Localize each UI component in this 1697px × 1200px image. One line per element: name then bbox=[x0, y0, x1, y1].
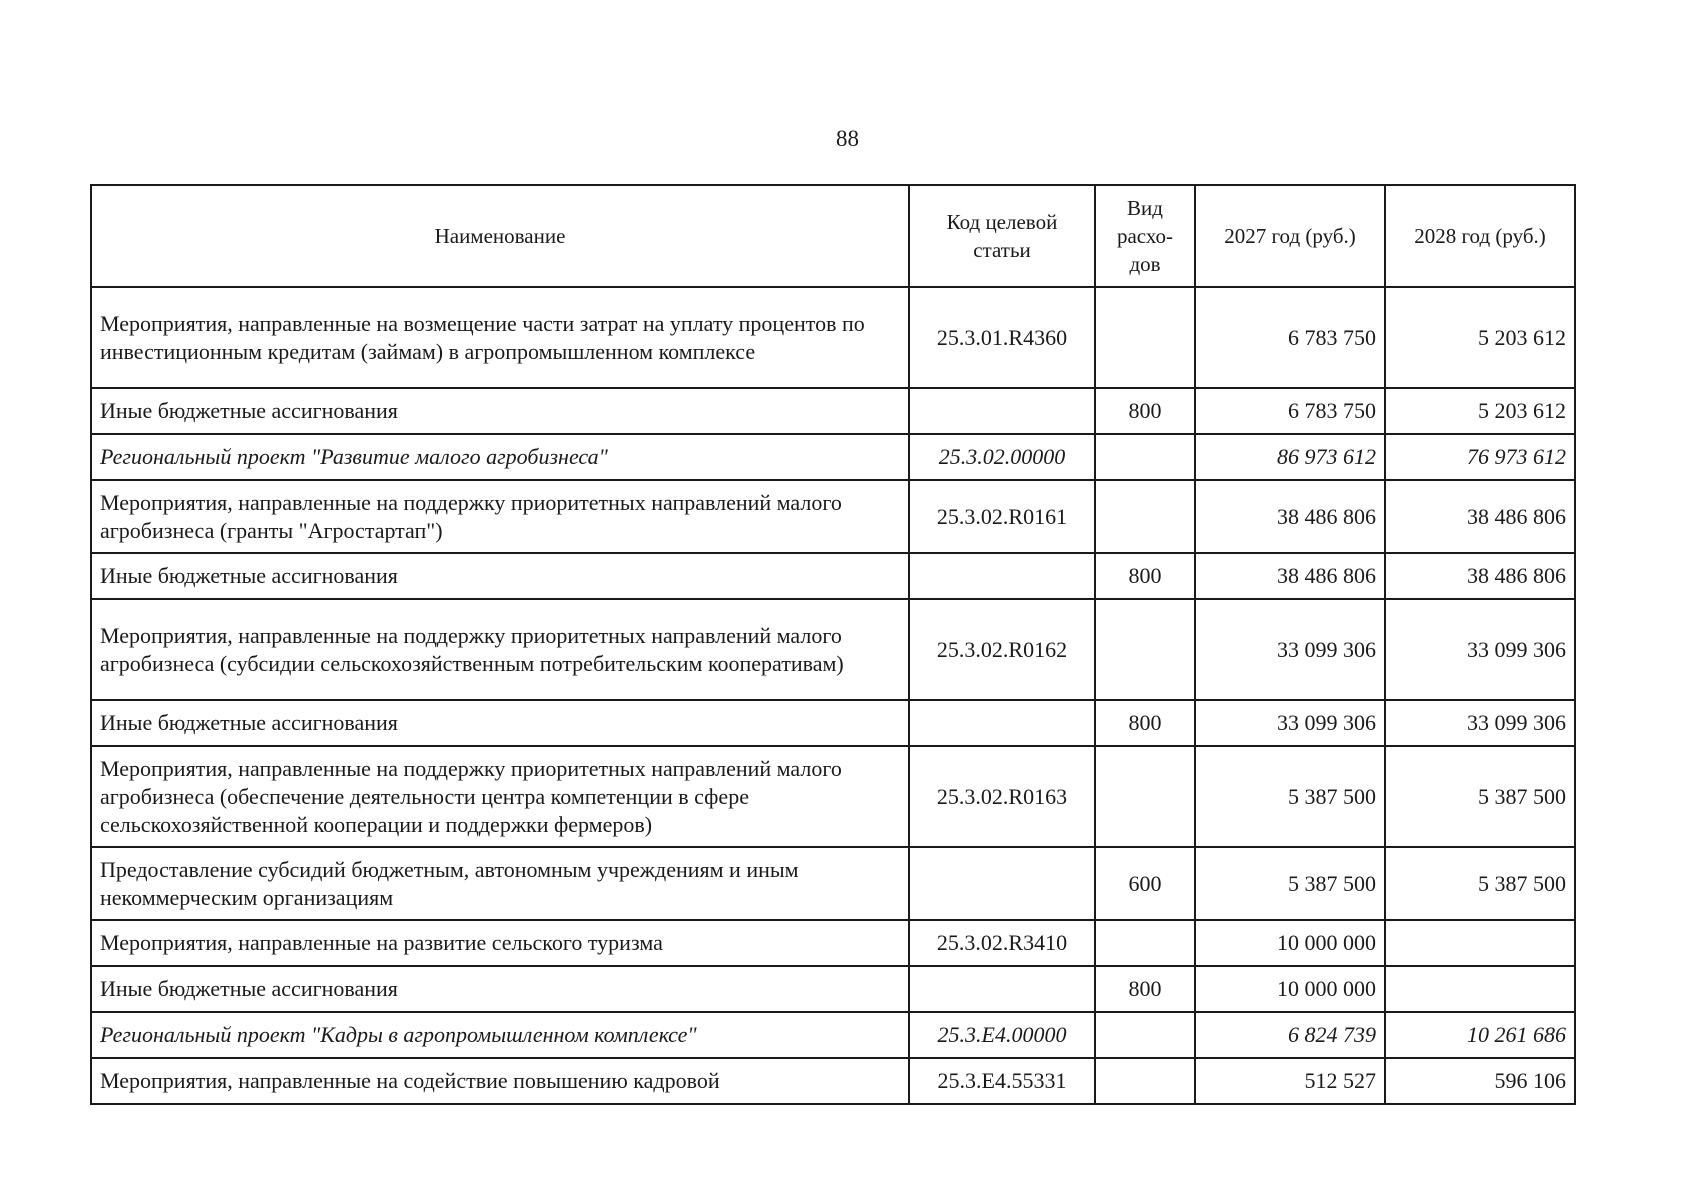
cell-code bbox=[909, 847, 1095, 920]
header-2028: 2028 год (руб.) bbox=[1385, 185, 1575, 287]
cell-2027: 33 099 306 bbox=[1195, 700, 1385, 746]
cell-type: 800 bbox=[1095, 553, 1195, 599]
cell-name: Мероприятия, направленные на поддержку приоритетных направлений малого агробизнеса (субсидии сельскохозяйственным потребительским кооперативам) bbox=[91, 599, 909, 700]
cell-2027: 6 783 750 bbox=[1195, 287, 1385, 388]
cell-name: Мероприятия, направленные на поддержку приоритетных направлений малого агробизнеса (гранты "Агростартап") bbox=[91, 480, 909, 553]
cell-2028: 76 973 612 bbox=[1385, 434, 1575, 480]
cell-name: Иные бюджетные ассигнования bbox=[91, 700, 909, 746]
table-row bbox=[91, 434, 1575, 480]
cell-code bbox=[909, 553, 1095, 599]
cell-type bbox=[1095, 1058, 1195, 1104]
cell-2027: 10 000 000 bbox=[1195, 920, 1385, 966]
cell-name: Региональный проект "Кадры в агропромышленном комплексе" bbox=[91, 1012, 909, 1058]
cell-name: Иные бюджетные ассигнования bbox=[91, 966, 909, 1012]
header-2027: 2027 год (руб.) bbox=[1195, 185, 1385, 287]
table-row bbox=[91, 287, 1575, 388]
table-row bbox=[91, 388, 1575, 434]
cell-code: 25.3.02.00000 bbox=[909, 434, 1095, 480]
cell-code bbox=[909, 388, 1095, 434]
table-row bbox=[91, 1012, 1575, 1058]
header-type: Вид расхо-дов bbox=[1095, 185, 1195, 287]
cell-type: 600 bbox=[1095, 847, 1195, 920]
cell-2028: 38 486 806 bbox=[1385, 480, 1575, 553]
budget-table bbox=[90, 184, 1576, 1105]
cell-name: Мероприятия, направленные на содействие повышению кадровой bbox=[91, 1058, 909, 1104]
cell-2027: 10 000 000 bbox=[1195, 966, 1385, 1012]
cell-code: 25.3.02.R0163 bbox=[909, 746, 1095, 847]
cell-code: 25.3.02.R0162 bbox=[909, 599, 1095, 700]
cell-name: Мероприятия, направленные на развитие сельского туризма bbox=[91, 920, 909, 966]
cell-2027: 86 973 612 bbox=[1195, 434, 1385, 480]
table-row bbox=[91, 966, 1575, 1012]
cell-2028: 10 261 686 bbox=[1385, 1012, 1575, 1058]
cell-2028: 5 203 612 bbox=[1385, 287, 1575, 388]
cell-2028: 596 106 bbox=[1385, 1058, 1575, 1104]
cell-type bbox=[1095, 287, 1195, 388]
cell-name: Мероприятия, направленные на возмещение части затрат на уплату процентов по инвестиционным кредитам (займам) в агропромышленном комплексе bbox=[91, 287, 909, 388]
cell-type bbox=[1095, 1012, 1195, 1058]
cell-name: Региональный проект "Развитие малого агробизнеса" bbox=[91, 434, 909, 480]
cell-name: Иные бюджетные ассигнования bbox=[91, 388, 909, 434]
header-code: Код целевой статьи bbox=[909, 185, 1095, 287]
cell-type: 800 bbox=[1095, 700, 1195, 746]
cell-code: 25.3.01.R4360 bbox=[909, 287, 1095, 388]
cell-2028: 5 387 500 bbox=[1385, 847, 1575, 920]
cell-type bbox=[1095, 434, 1195, 480]
cell-type bbox=[1095, 746, 1195, 847]
cell-2027: 6 783 750 bbox=[1195, 388, 1385, 434]
cell-2028: 5 387 500 bbox=[1385, 746, 1575, 847]
cell-2028 bbox=[1385, 966, 1575, 1012]
table-row bbox=[91, 1058, 1575, 1104]
cell-type bbox=[1095, 480, 1195, 553]
cell-type bbox=[1095, 599, 1195, 700]
table-row bbox=[91, 553, 1575, 599]
cell-2027: 512 527 bbox=[1195, 1058, 1385, 1104]
table-row bbox=[91, 746, 1575, 847]
cell-2027: 38 486 806 bbox=[1195, 553, 1385, 599]
cell-code bbox=[909, 966, 1095, 1012]
table-header-row bbox=[91, 185, 1575, 287]
cell-2028: 33 099 306 bbox=[1385, 599, 1575, 700]
cell-code: 25.3.E4.55331 bbox=[909, 1058, 1095, 1104]
cell-2027: 33 099 306 bbox=[1195, 599, 1385, 700]
cell-code: 25.3.02.R3410 bbox=[909, 920, 1095, 966]
cell-code bbox=[909, 700, 1095, 746]
table-row bbox=[91, 599, 1575, 700]
cell-2027: 5 387 500 bbox=[1195, 847, 1385, 920]
cell-2027: 5 387 500 bbox=[1195, 746, 1385, 847]
table-row bbox=[91, 480, 1575, 553]
cell-type: 800 bbox=[1095, 966, 1195, 1012]
table-row bbox=[91, 847, 1575, 920]
cell-name: Предоставление субсидий бюджетным, автономным учреждениям и иным некоммерческим организациям bbox=[91, 847, 909, 920]
cell-2028: 38 486 806 bbox=[1385, 553, 1575, 599]
table-row bbox=[91, 700, 1575, 746]
page-number: 88 bbox=[836, 126, 859, 151]
header-name: Наименование bbox=[91, 185, 909, 287]
cell-2028: 5 203 612 bbox=[1385, 388, 1575, 434]
cell-name: Мероприятия, направленные на поддержку приоритетных направлений малого агробизнеса (обеспечение деятельности центра компетенции в сфере сельскохозяйственной кооперации и поддержки фермеров) bbox=[91, 746, 909, 847]
cell-code: 25.3.02.R0161 bbox=[909, 480, 1095, 553]
cell-type: 800 bbox=[1095, 388, 1195, 434]
cell-2027: 6 824 739 bbox=[1195, 1012, 1385, 1058]
cell-code: 25.3.E4.00000 bbox=[909, 1012, 1095, 1058]
cell-name: Иные бюджетные ассигнования bbox=[91, 553, 909, 599]
cell-2028: 33 099 306 bbox=[1385, 700, 1575, 746]
cell-2027: 38 486 806 bbox=[1195, 480, 1385, 553]
table-row bbox=[91, 920, 1575, 966]
cell-type bbox=[1095, 920, 1195, 966]
cell-2028 bbox=[1385, 920, 1575, 966]
